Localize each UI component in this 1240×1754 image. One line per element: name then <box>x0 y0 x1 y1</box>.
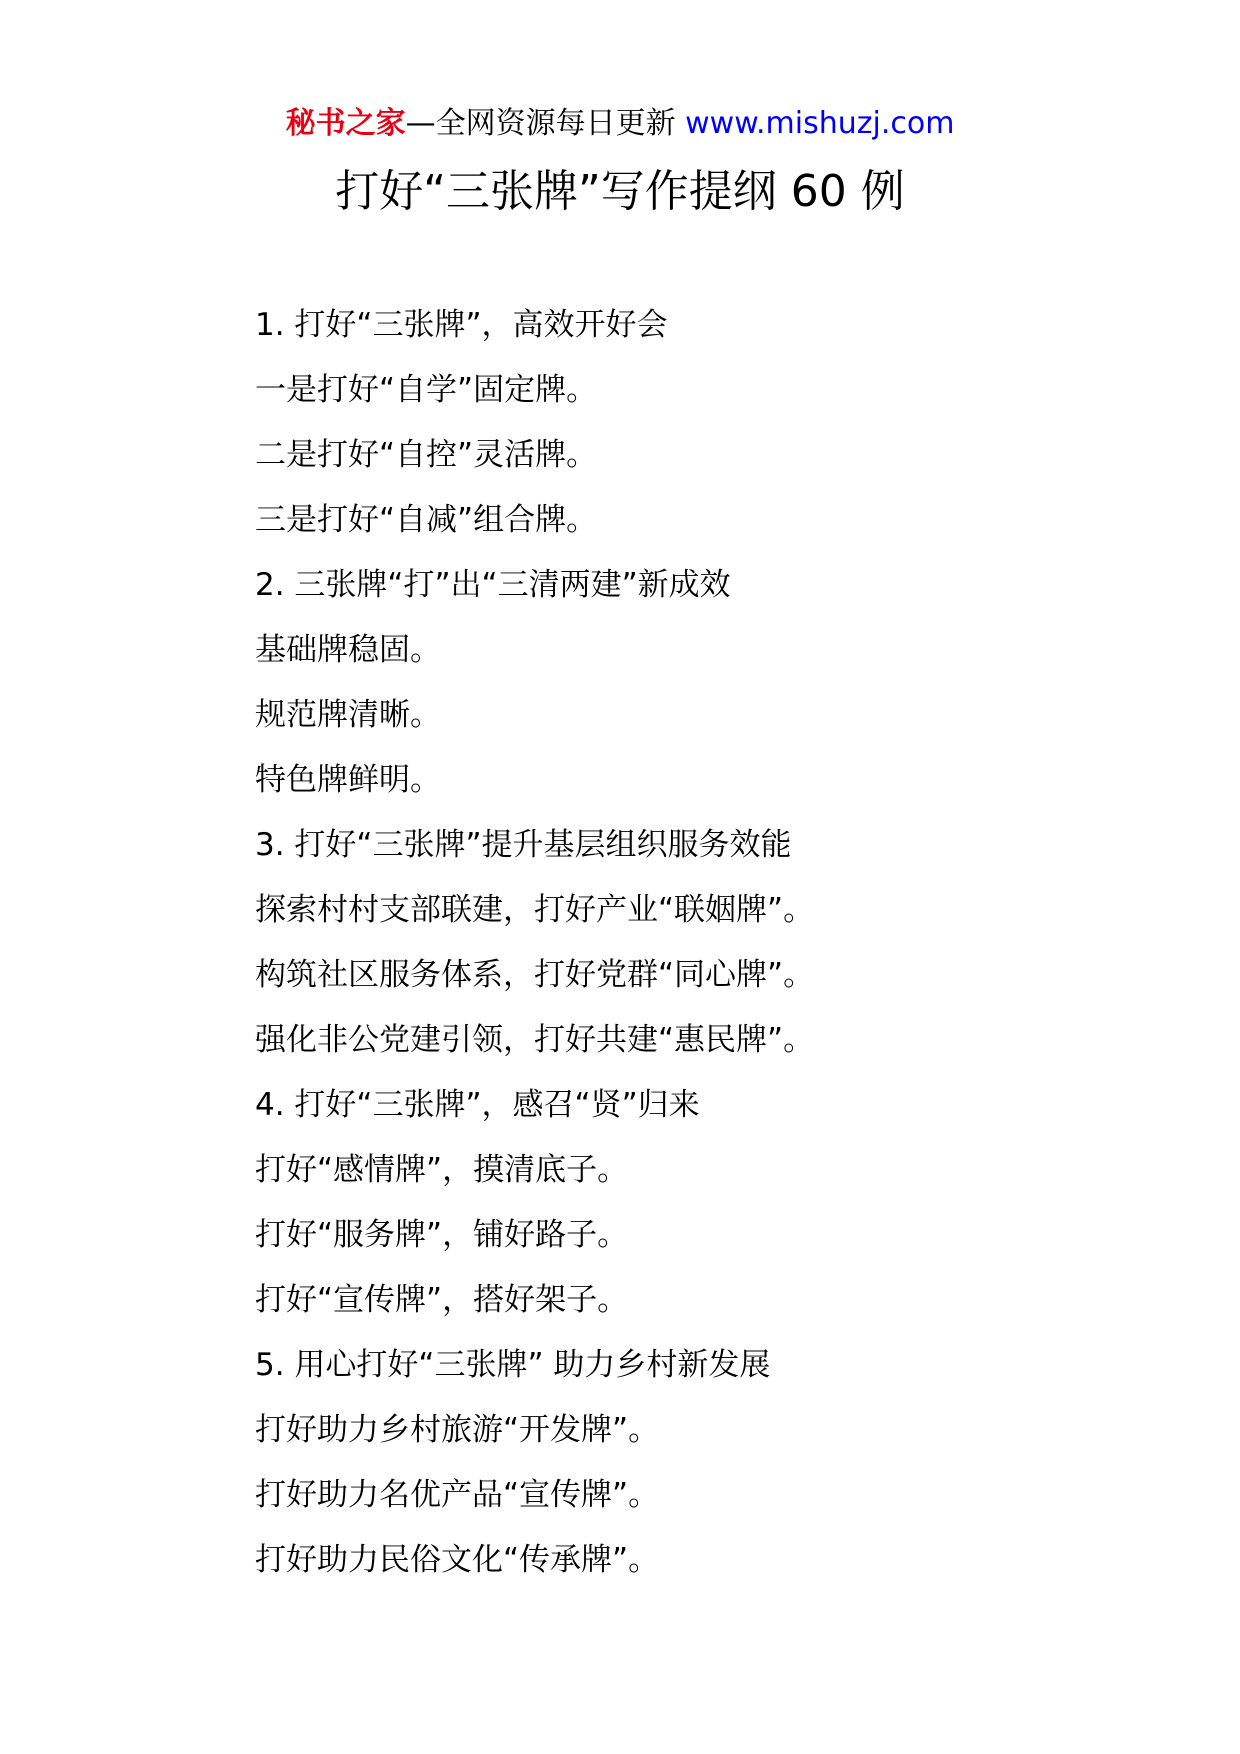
section-heading: 3. 打好“三张牌”提升基层组织服务效能 <box>255 827 792 863</box>
page-header <box>0 104 1240 144</box>
body-line: 二是打好“自控”灵活牌。 <box>255 437 598 473</box>
body-line: 打好助力乡村旅游“开发牌”。 <box>255 1412 660 1448</box>
document-body <box>255 293 1155 1593</box>
body-line: 打好助力民俗文化“传承牌”。 <box>255 1542 660 1578</box>
body-line: 基础牌稳固。 <box>255 632 441 668</box>
body-line: 强化非公党建引领，打好共建“惠民牌”。 <box>255 1022 815 1058</box>
section-heading: 5. 用心打好“三张牌” 助力乡村新发展 <box>255 1347 771 1383</box>
body-line: 特色牌鲜明。 <box>255 762 441 798</box>
body-line: 打好“服务牌”，铺好路子。 <box>255 1217 629 1253</box>
section-heading: 4. 打好“三张牌”，感召“贤”归来 <box>255 1087 700 1123</box>
body-line: 规范牌清晰。 <box>255 697 441 733</box>
body-line: 探索村村支部联建，打好产业“联姻牌”。 <box>255 892 815 928</box>
body-line: 打好助力名优产品“宣传牌”。 <box>255 1477 660 1513</box>
body-line: 打好“感情牌”，摸清底子。 <box>255 1152 629 1188</box>
document-title: 打好“三张牌”写作提纲 60 例 <box>335 166 905 217</box>
header-tagline: —全网资源每日更新 <box>405 106 676 141</box>
section-heading: 1. 打好“三张牌”，高效开好会 <box>255 307 668 343</box>
body-line: 构筑社区服务体系，打好党群“同心牌”。 <box>255 957 815 993</box>
body-line: 三是打好“自减”组合牌。 <box>255 502 598 538</box>
body-line: 一是打好“自学”固定牌。 <box>255 372 598 408</box>
body-line: 打好“宣传牌”，搭好架子。 <box>255 1282 629 1318</box>
section-heading: 2. 三张牌“打”出“三清两建”新成效 <box>255 567 731 603</box>
header-url-link[interactable]: www.mishuzj.com <box>685 106 955 141</box>
brand-name: 秘书之家 <box>285 106 406 141</box>
